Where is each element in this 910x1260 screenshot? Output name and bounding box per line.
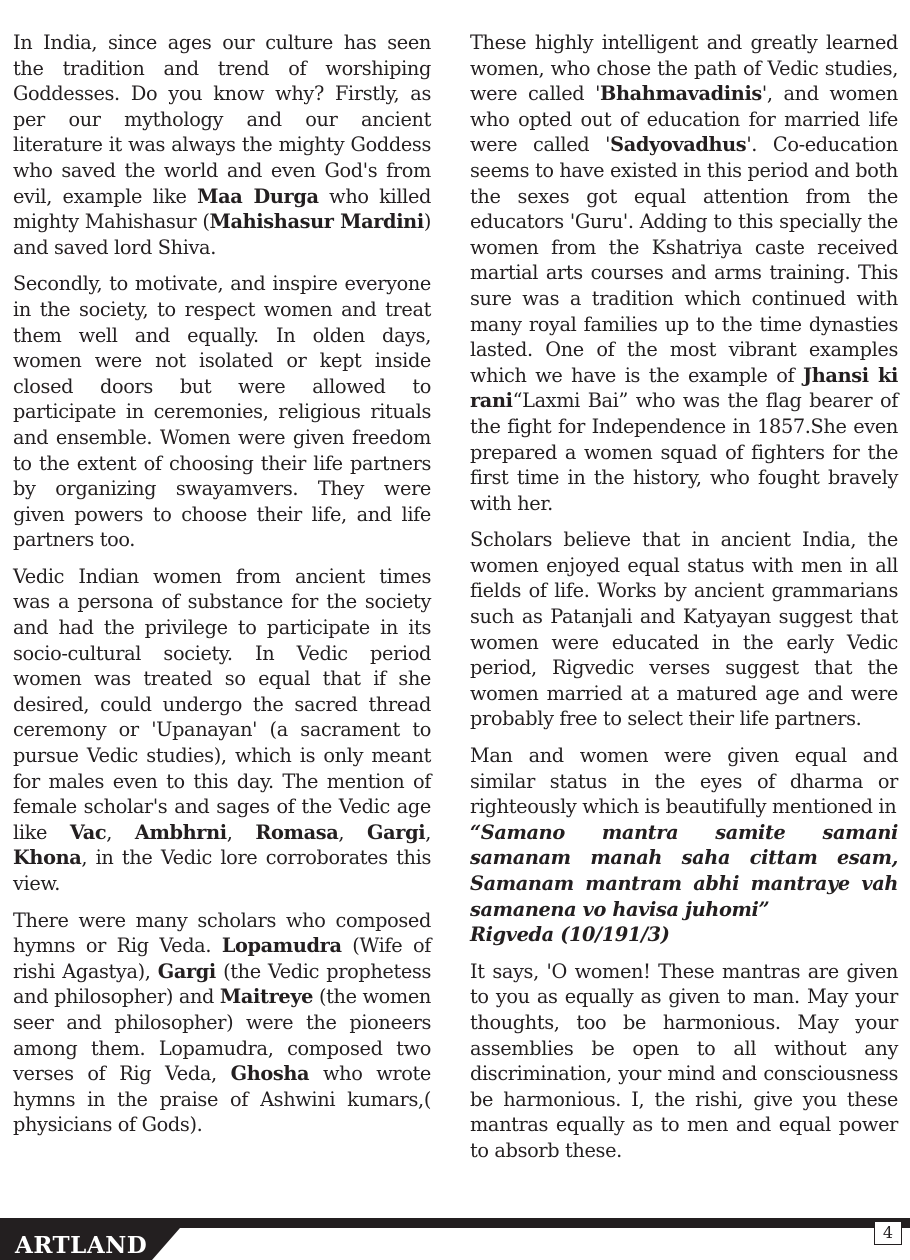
highlight-ambhrni: Ambhrni xyxy=(134,820,227,844)
highlight-khona: Khona xyxy=(13,846,82,870)
highlight-ghosha: Ghosha xyxy=(230,1062,310,1086)
highlight-maa-durga: Maa Durga xyxy=(197,184,319,208)
left-column xyxy=(13,30,431,1149)
highlight-bhahmavadinis: Bhahmavadinis xyxy=(600,82,762,106)
highlight-jhansi-ki-rani: Jhansi ki rani xyxy=(470,363,898,413)
paragraph-mantra-meaning: It says, 'O women! These mantras are given to you as equally as given to man. May your thoughts, too be harmonious. May your assemblies be open to all without any discrimination, your mind and consciousness be harmonious. I, the rishi, give you these mantras equally as to men and equal power to absorb these. xyxy=(470,959,898,1162)
page-number: 4 xyxy=(874,1221,902,1245)
paragraph-scholars: There were many scholars who composed hymns or Rig Veda. Lopamudra (Wife of rishi Agastya), Gargi (the Vedic prophetess and philosopher) and Maitreye (the women seer and philosopher) were the pioneers among them. Lopamudra, composed two verses of Rig Veda, Ghosha who wrote hymns in the praise of Ashwini kumars,( physicians of Gods). xyxy=(13,908,432,1137)
paragraph-equal-status: Scholars believe that in ancient India, the women enjoyed equal status with men in all fields of life. Works by ancient grammarians such as Patanjali and Katyayan suggest that women were educated in the early Vedic period, Rigvedic verses suggest that the women married at a matured age and were probably free to select their life partners. xyxy=(470,528,898,731)
rigveda-verse xyxy=(470,820,898,948)
highlight-gargi: Gargi xyxy=(367,820,426,844)
highlight-vac: Vac xyxy=(69,820,107,844)
right-column xyxy=(470,30,898,1175)
brand-logo: ARTLAND xyxy=(15,1232,148,1259)
highlight-sadyovadhus: Sadyovadhus xyxy=(610,133,747,157)
highlight-romasa: Romasa xyxy=(255,820,339,844)
verse-citation: Rigveda (10/191/3) xyxy=(470,923,670,947)
highlight-maitreye: Maitreye xyxy=(219,985,314,1009)
highlight-mahishasur-mardini: Mahishasur Mardini xyxy=(209,210,424,234)
paragraph-goddess-worship: In India, since ages our culture has seen the tradition and trend of worshiping Goddesses. Do you know why? Firstly, as per our mythology and our ancient literature it was always the mighty Goddess who saved the world and even God's from evil, example like Maa Durga who killed mighty Mahishasur (Mahishasur Mardini) and saved lord Shiva. xyxy=(13,31,432,259)
paragraph-dharma: Man and women were given equal and similar status in the eyes of dharma or righteously which is beautifully mentioned in xyxy=(470,744,898,819)
paragraph-vedic-women: Vedic Indian women from ancient times was a persona of substance for the society and had the privilege to participate in its socio-cultural society. In Vedic period women was treated so equal that if she desired, could undergo the sacred thread ceremony or 'Upanayan' (a sacrament to pursue Vedic studies), which is only meant for males even to this day. The mention of female scholar's and sages of the Vedic age like Vac, Ambhrni, Romasa, Gargi, Khona, in the Vedic lore corroborates this view. xyxy=(13,564,431,895)
paragraph-brahmavadinis: These highly intelligent and greatly learned women, who chose the path of Vedic studies, were called 'Bhahmavadinis', and women who opted out of education for married life were called 'Sadyovadhus'. Co-education seems to have existed in this period and both the sexes got equal attention from the educators 'Guru'. Adding to this specially the women from the Kshatriya caste received martial arts courses and arms training. This sure was a tradition which continued with many royal families up to the time dynasties lasted. One of the most vibrant examples which we have is the example of Jhansi ki rani“Laxmi Bai” who was the flag bearer of the fight for Independence in 1857.She even prepared a women squad of fighters for the first time in the history, who fought bravely with her. xyxy=(470,31,898,515)
verse-text: “Samano mantra samite samani samanam manah saha cittam esam, Samanam mantram abhi mantraye vah samanena vo havisa juhomi” xyxy=(470,820,898,921)
paragraph-respect-women: Secondly, to motivate, and inspire everyone in the society, to respect women and treat them well and equally. In olden days, women were not isolated or kept inside closed doors but were allowed to participate in ceremonies, religious rituals and ensemble. Women were given freedom to the extent of choosing their life partners by organizing swayamvers. They were given powers to choose their life, and life partners too. xyxy=(13,272,431,552)
highlight-lopamudra: Lopamudra xyxy=(221,934,342,958)
highlight-gargi-2: Gargi xyxy=(157,959,216,983)
